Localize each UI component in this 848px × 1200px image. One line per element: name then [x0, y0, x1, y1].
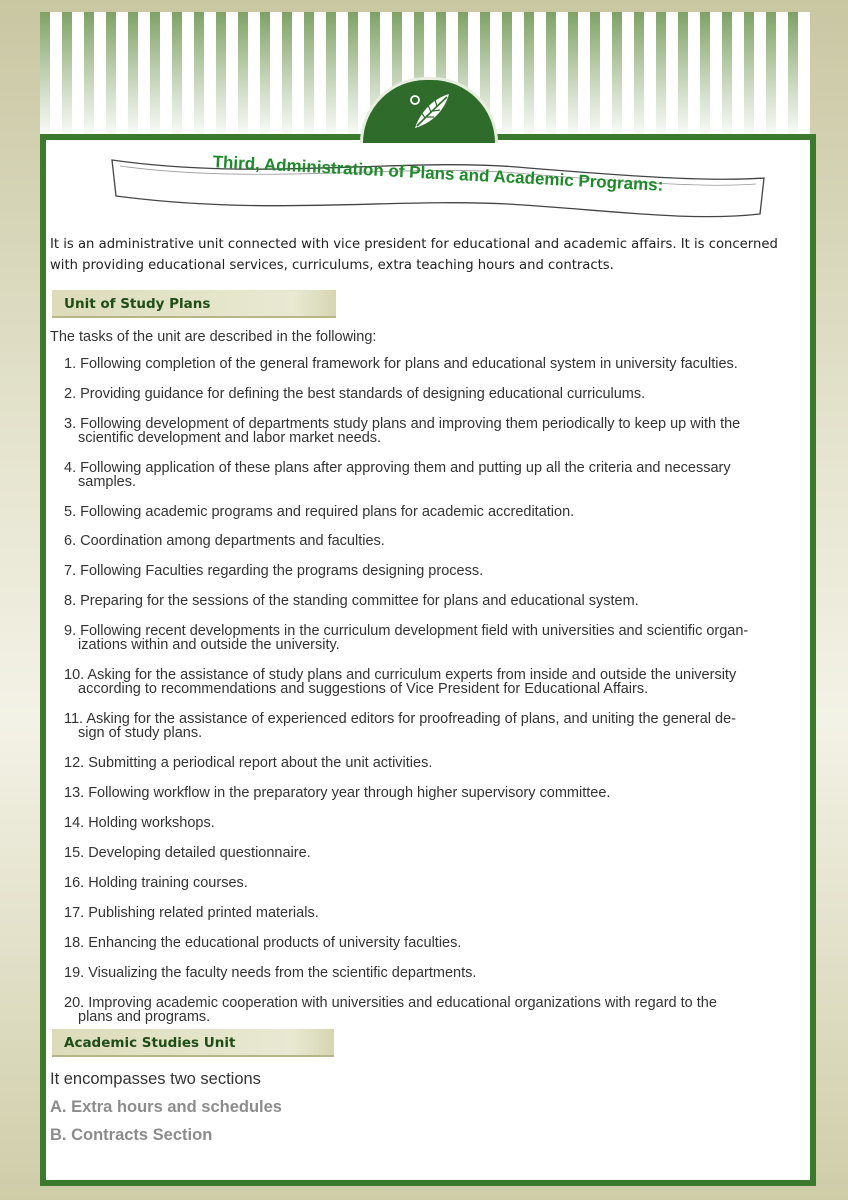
section-item-extra-hours: A. Extra hours and schedules	[50, 1098, 282, 1116]
task-number: 10.	[64, 667, 85, 683]
task-line: Developing detailed questionnaire.	[88, 845, 311, 861]
task-number: 13.	[64, 785, 85, 801]
task-line: Following Faculties regarding the programs designing process.	[80, 563, 484, 579]
task-line: Asking for the assistance of study plans and curriculum experts from inside and outside the university	[87, 667, 737, 683]
task-number: 5.	[64, 504, 77, 520]
task-item	[64, 594, 804, 608]
task-text	[64, 712, 804, 726]
task-item	[64, 786, 804, 800]
task-number: 7.	[64, 563, 77, 579]
task-text	[64, 756, 804, 770]
task-number: 19.	[64, 965, 85, 981]
intro-line: It is an administrative unit connected with vice president for educational and academic affairs. It is concerned	[50, 237, 778, 252]
task-line: Publishing related printed materials.	[88, 905, 319, 921]
task-item	[64, 668, 804, 696]
task-text	[64, 534, 804, 548]
task-text	[64, 417, 804, 431]
task-text	[64, 668, 804, 682]
task-line: Visualizing the faculty needs from the scientific departments.	[88, 965, 477, 981]
task-text	[64, 876, 804, 890]
task-item	[64, 906, 804, 920]
task-text	[64, 816, 804, 830]
task-item	[64, 564, 804, 578]
tasks-lead-text: The tasks of the unit are described in the following:	[50, 329, 377, 345]
task-item	[64, 505, 804, 519]
task-text	[64, 594, 804, 608]
task-line: Asking for the assistance of experienced editors for proofreading of plans, and uniting the general de-	[86, 711, 737, 727]
task-number: 1.	[64, 356, 77, 372]
task-line: Providing guidance for defining the best standards of designing educational curriculums.	[80, 386, 646, 402]
task-line: Submitting a periodical report about the unit activities.	[88, 755, 433, 771]
task-item	[64, 846, 804, 860]
task-line: Coordination among departments and faculties.	[80, 533, 385, 549]
task-item	[64, 876, 804, 890]
content-frame	[40, 134, 816, 1186]
task-number: 9.	[64, 623, 77, 639]
content-area	[46, 140, 810, 1180]
task-number: 4.	[64, 460, 77, 476]
task-number: 14.	[64, 815, 85, 831]
section-item-contracts: B. Contracts Section	[50, 1126, 213, 1144]
task-number: 20.	[64, 995, 85, 1011]
leaf-emblem-icon	[407, 88, 455, 134]
task-item	[64, 534, 804, 548]
task-line: Following application of these plans after approving them and putting up all the criteria and necessary	[80, 460, 731, 476]
task-line: Following workflow in the preparatory year through higher supervisory committee.	[88, 785, 611, 801]
task-line: Following development of departments study plans and improving them periodically to keep up with the	[80, 416, 741, 432]
intro-line: with providing educational services, curriculums, extra teaching hours and contracts.	[50, 258, 614, 273]
task-item	[64, 357, 804, 371]
task-line: Following completion of the general framework for plans and educational system in university faculties.	[80, 356, 738, 372]
task-item	[64, 417, 804, 445]
task-line: Holding training courses.	[88, 875, 248, 891]
task-line: Holding workshops.	[88, 815, 215, 831]
section-heading-study-plans: Unit of Study Plans	[52, 290, 336, 318]
task-item	[64, 756, 804, 770]
section-heading-academic-studies: Academic Studies Unit	[52, 1029, 334, 1057]
task-continuation: samples.	[78, 474, 137, 490]
task-number: 3.	[64, 416, 77, 432]
task-continuation: izations within and outside the university.	[78, 637, 340, 653]
task-number: 18.	[64, 935, 85, 951]
task-line: Improving academic cooperation with universities and educational organizations with regard to the	[88, 995, 717, 1011]
task-number: 15.	[64, 845, 85, 861]
task-item	[64, 936, 804, 950]
task-item	[64, 461, 804, 489]
task-text	[64, 387, 804, 401]
task-text	[64, 846, 804, 860]
sections-lead-text: It encompasses two sections	[50, 1070, 261, 1088]
task-text	[64, 936, 804, 950]
task-number: 2.	[64, 386, 77, 402]
task-number: 16.	[64, 875, 85, 891]
task-item	[64, 624, 804, 652]
task-text	[64, 906, 804, 920]
task-item	[64, 712, 804, 740]
task-line: Following academic programs and required plans for academic accreditation.	[80, 504, 575, 520]
task-text	[64, 786, 804, 800]
task-text	[64, 624, 804, 638]
task-line: Following recent developments in the curriculum development field with universities and scientific organ-	[80, 623, 749, 639]
task-line: Preparing for the sessions of the standing committee for plans and educational system.	[80, 593, 639, 609]
task-text	[64, 996, 804, 1010]
task-item	[64, 966, 804, 980]
task-item	[64, 996, 804, 1024]
task-number: 8.	[64, 593, 77, 609]
task-item	[64, 816, 804, 830]
task-text	[64, 357, 804, 371]
task-text	[64, 505, 804, 519]
task-continuation: sign of study plans.	[78, 725, 203, 741]
page-title: Third, Administration of Plans and Academic Programs:	[212, 152, 664, 195]
task-continuation: scientific development and labor market needs.	[78, 430, 382, 446]
task-number: 6.	[64, 533, 77, 549]
task-text	[64, 461, 804, 475]
task-continuation: according to recommendations and suggestions of Vice President for Educational Affairs.	[78, 681, 649, 697]
task-number: 17.	[64, 905, 85, 921]
task-number: 12.	[64, 755, 85, 771]
task-text	[64, 966, 804, 980]
task-number: 11.	[64, 711, 84, 727]
intro-paragraph	[50, 234, 810, 276]
task-item	[64, 387, 804, 401]
task-text	[64, 564, 804, 578]
task-continuation: plans and programs.	[78, 1009, 211, 1025]
task-line: Enhancing the educational products of university faculties.	[88, 935, 462, 951]
